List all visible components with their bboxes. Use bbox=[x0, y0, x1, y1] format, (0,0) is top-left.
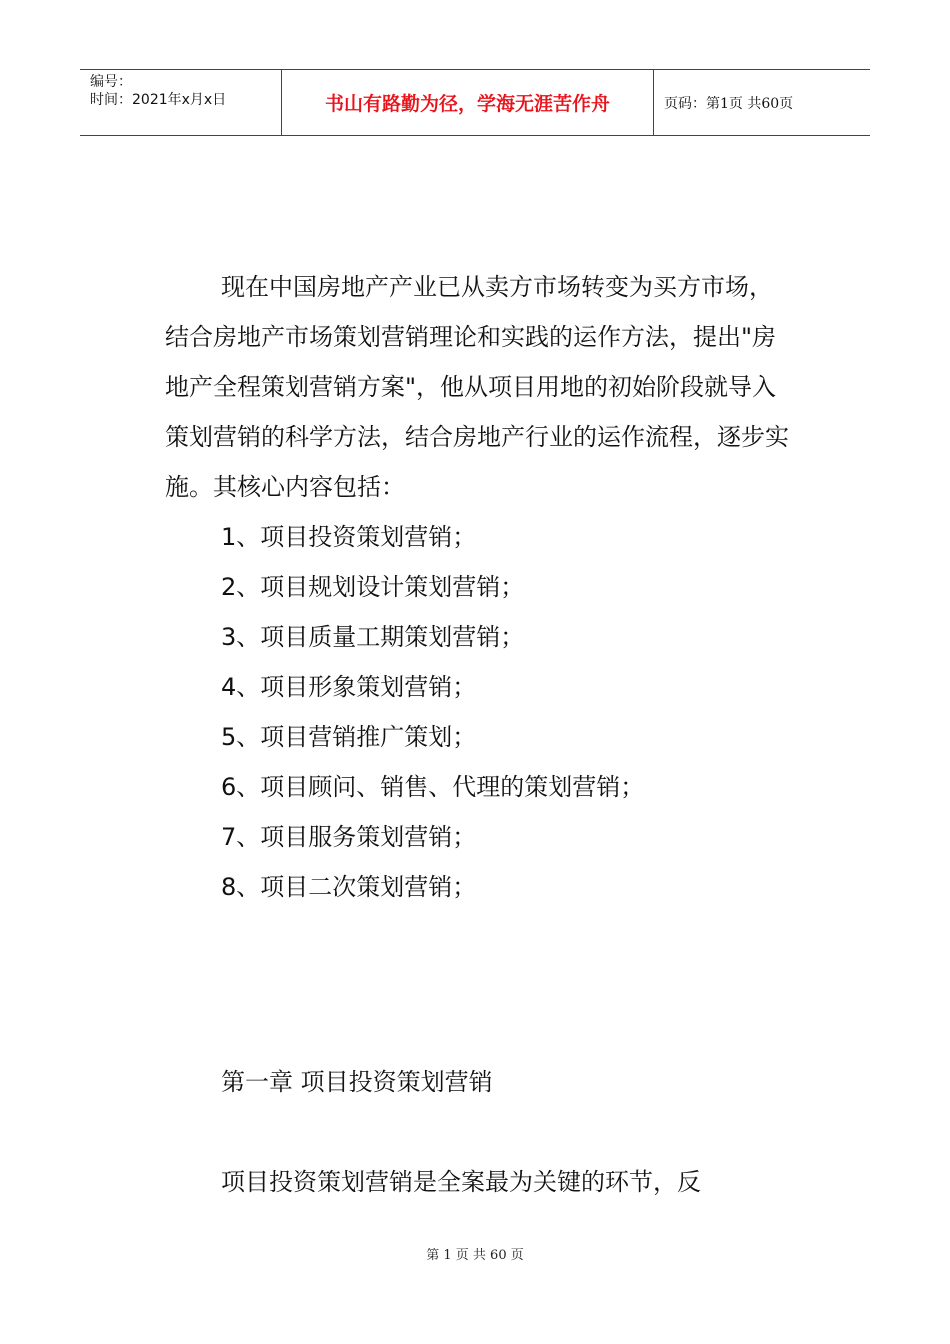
chapter-title: 第一章 项目投资策划营销 bbox=[221, 1068, 493, 1096]
header-motto: 书山有路勤为径，学海无涯苦作舟 bbox=[282, 70, 654, 135]
header-meta bbox=[80, 70, 282, 135]
list-item: 3、项目质量工期策划营销； bbox=[221, 623, 525, 651]
document-date: 时间：2021年x月x日 bbox=[90, 92, 227, 108]
list-item: 5、项目营销推广策划； bbox=[221, 723, 477, 751]
page-footer: 第 1 页 共 60 页 bbox=[426, 1248, 524, 1263]
list-item: 4、项目形象策划营销； bbox=[221, 673, 477, 701]
page-header bbox=[80, 69, 870, 136]
header-page-info: 页码：第1页 共60页 bbox=[664, 95, 794, 112]
content-list bbox=[165, 512, 790, 912]
chapter-paragraph: 项目投资策划营销是全案最为关键的环节，反 bbox=[221, 1168, 701, 1196]
intro-paragraph: 现在中国房地产产业已从卖方市场转变为买方市场，结合房地产市场策划营销理论和实践的运作方法，提出"房地产全程策划营销方案"，他从项目用地的初始阶段就导入策划营销的科学方法，结合房地产行业的运作流程，逐步实施。其核心内容包括： bbox=[165, 273, 789, 501]
list-item: 8、项目二次策划营销； bbox=[221, 873, 477, 901]
document-number-label: 编号： bbox=[90, 74, 132, 90]
list-item: 1、项目投资策划营销； bbox=[221, 523, 477, 551]
document-body bbox=[165, 262, 790, 912]
list-item: 7、项目服务策划营销； bbox=[221, 823, 477, 851]
list-item: 2、项目规划设计策划营销； bbox=[221, 573, 525, 601]
list-item: 6、项目顾问、销售、代理的策划营销； bbox=[221, 773, 645, 801]
